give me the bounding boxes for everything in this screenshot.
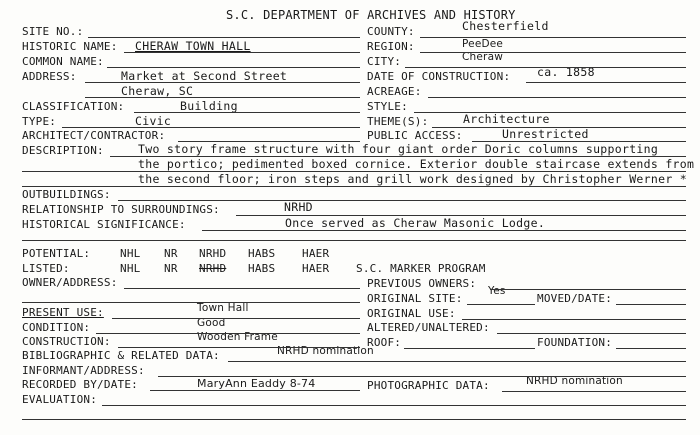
style-rule (414, 112, 686, 113)
recorded-by-label: RECORDED BY/DATE: (22, 378, 138, 391)
present-use-rule (112, 318, 360, 319)
county-value: Chesterfield (462, 19, 549, 33)
city-label: CITY: (367, 55, 402, 68)
original-site-label: ORIGINAL SITE: (367, 292, 463, 305)
date-construction-value: ca. 1858 (537, 65, 595, 79)
original-use-rule (462, 319, 686, 320)
evaluation-rule-2 (22, 419, 686, 420)
present-use-value: Town Hall (197, 302, 249, 314)
city-value: Cheraw (462, 51, 503, 63)
marker-program-label: S.C. MARKER PROGRAM (356, 262, 486, 275)
foundation-rule (616, 348, 686, 349)
relationship-value: NRHD (284, 200, 313, 214)
site-no-rule (88, 37, 360, 38)
significance-rule (202, 230, 686, 231)
site-no-label: SITE NO.: (22, 25, 84, 38)
photographic-data-value: NRHD nomination (526, 375, 623, 387)
roof-rule (404, 348, 535, 349)
original-use-label: ORIGINAL USE: (367, 307, 456, 320)
type-rule (62, 127, 360, 128)
potential-habs: HABS (248, 247, 276, 260)
region-rule (420, 52, 686, 53)
type-value: Civic (135, 114, 172, 128)
potential-nrhd: NRHD (199, 247, 227, 260)
significance-value: Once served as Cheraw Masonic Lodge. (285, 216, 546, 230)
informant-rule (158, 376, 686, 377)
construction-rule (118, 347, 360, 348)
recorded-by-value: MaryAnn Eaddy 8-74 (197, 377, 316, 390)
form-title: S.C. DEPARTMENT OF ARCHIVES AND HISTORY (226, 8, 516, 22)
moved-date-label: MOVED/DATE: (537, 292, 613, 305)
historic-name-label: HISTORIC NAME: (22, 40, 118, 53)
architect-rule (178, 141, 360, 142)
date-construction-label: DATE OF CONSTRUCTION: (367, 70, 511, 83)
classification-value: Building (180, 99, 238, 113)
bibliographic-value: NRHD nomination (277, 345, 374, 357)
roof-label: ROOF: (367, 336, 402, 349)
listed-label: LISTED: (22, 262, 70, 275)
owner-address-rule-2 (22, 302, 360, 303)
historic-name-rule (124, 52, 360, 53)
themes-value: Architecture (463, 112, 550, 126)
public-access-value: Unrestricted (502, 127, 589, 141)
photographic-data-rule (502, 391, 686, 392)
present-use-label: PRESENT USE: (22, 306, 104, 319)
bibliographic-label: BIBLIOGRAPHIC & RELATED DATA: (22, 349, 220, 362)
relationship-label: RELATIONSHIP TO SURROUNDINGS: (22, 203, 220, 216)
evaluation-rule (102, 405, 686, 406)
foundation-label: FOUNDATION: (537, 336, 613, 349)
county-label: COUNTY: (367, 25, 415, 38)
condition-rule (96, 333, 360, 334)
style-label: STYLE: (367, 100, 408, 113)
address-line1-value: Market at Second Street (121, 69, 288, 83)
listed-haer: HAER (302, 262, 330, 275)
potential-nhl: NHL (120, 247, 141, 260)
common-name-label: COMMON NAME: (22, 55, 104, 68)
outbuildings-rule (118, 200, 686, 201)
description-label: DESCRIPTION: (22, 144, 104, 157)
previous-owners-rule (490, 289, 686, 290)
photographic-data-label: PHOTOGRAPHIC DATA: (367, 379, 490, 392)
moved-date-rule (616, 304, 686, 305)
significance-label: HISTORICAL SIGNIFICANCE: (22, 218, 186, 231)
previous-owners-label: PREVIOUS OWNERS: (367, 277, 477, 290)
significance-rule-2 (22, 240, 686, 241)
date-construction-rule (526, 82, 686, 83)
type-label: TYPE: (22, 115, 57, 128)
region-value: PeeDee (462, 38, 504, 50)
classification-rule (134, 112, 360, 113)
bibliographic-rule (228, 361, 686, 362)
condition-value: Good (197, 317, 226, 329)
region-label: REGION: (367, 40, 415, 53)
construction-value: Wooden Frame (197, 331, 278, 343)
description-line-1: Two story frame structure with four giant order Doric columns supporting (138, 142, 659, 156)
acreage-rule (428, 97, 686, 98)
original-site-value: Yes (488, 285, 506, 297)
recorded-by-rule (150, 390, 360, 391)
city-rule (405, 67, 686, 68)
themes-rule (432, 127, 686, 128)
original-site-rule (467, 304, 535, 305)
common-name-rule (107, 67, 360, 68)
description-line-2: the portico; pedimented boxed cornice. Exterior double staircase extends from (138, 157, 695, 171)
address-rule-2 (85, 97, 360, 98)
address-rule-1 (85, 82, 360, 83)
description-line-3: the second floor; iron steps and grill work designed by Christopher Werner * (138, 172, 687, 186)
acreage-label: ACREAGE: (367, 85, 422, 98)
owner-address-rule (124, 288, 360, 289)
condition-label: CONDITION: (22, 321, 91, 334)
potential-haer: HAER (302, 247, 330, 260)
public-access-label: PUBLIC ACCESS: (367, 129, 463, 142)
county-rule (420, 37, 686, 38)
informant-label: INFORMANT/ADDRESS: (22, 364, 145, 377)
address-line2-value: Cheraw, SC (121, 84, 194, 98)
potential-nr: NR (164, 247, 178, 260)
outbuildings-label: OUTBUILDINGS: (22, 188, 111, 201)
listed-nr: NR (164, 262, 178, 275)
listed-habs: HABS (248, 262, 276, 275)
architect-label: ARCHITECT/CONTRACTOR: (22, 129, 166, 142)
description-rule-1 (110, 156, 686, 157)
evaluation-label: EVALUATION: (22, 393, 98, 406)
address-label: ADDRESS: (22, 70, 77, 83)
relationship-rule (236, 215, 686, 216)
owner-address-label: OWNER/ADDRESS: (22, 276, 118, 289)
historic-name-value: CHERAW TOWN HALL (135, 39, 251, 53)
construction-label: CONSTRUCTION: (22, 335, 111, 348)
listed-nrhd: NRHD (199, 262, 227, 275)
altered-rule (497, 333, 686, 334)
listed-nhl: NHL (120, 262, 141, 275)
description-rule-2 (22, 171, 686, 172)
altered-label: ALTERED/UNALTERED: (367, 321, 490, 334)
description-rule-3 (22, 186, 686, 187)
classification-label: CLASSIFICATION: (22, 100, 125, 113)
public-access-rule (472, 141, 686, 142)
themes-label: THEME(S): (367, 115, 429, 128)
potential-label: POTENTIAL: (22, 247, 91, 260)
